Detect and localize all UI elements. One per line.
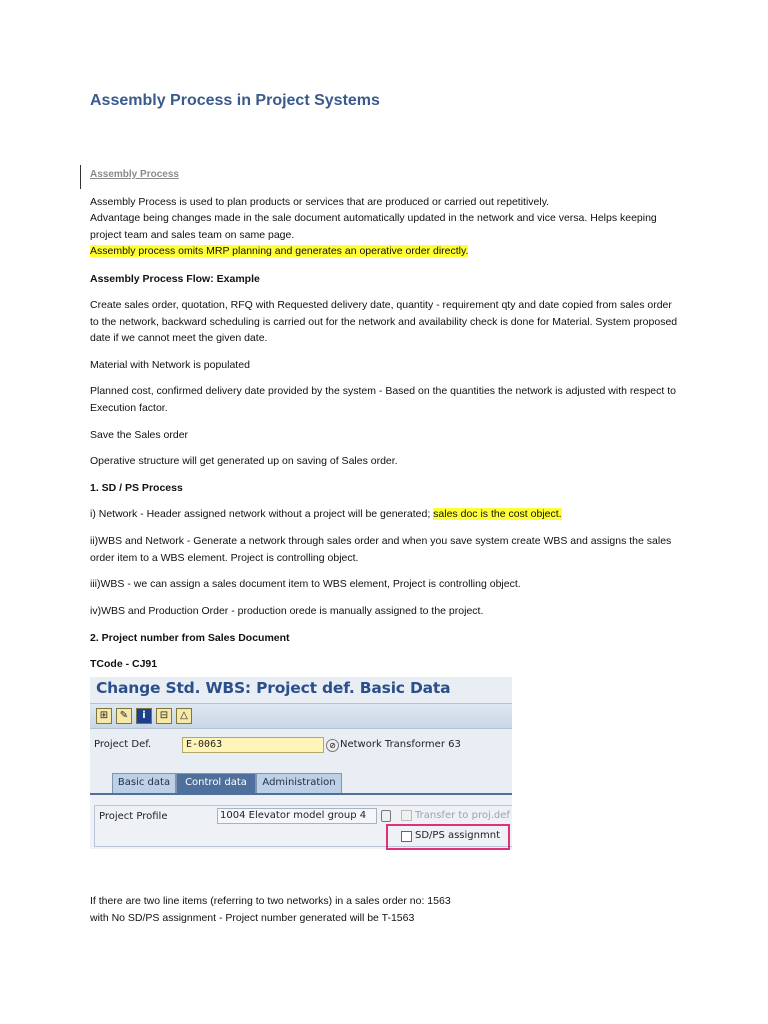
intro-highlight [90,243,680,260]
highlight-box [386,824,510,850]
edit-icon[interactable]: ✎ [116,708,132,724]
flow-heading: Assembly Process Flow: Example [90,273,260,285]
structure-icon[interactable]: ⊟ [156,708,172,724]
sdps-heading: 1. SD / PS Process [90,482,183,494]
project-def-label: Project Def. [94,739,152,750]
warning-icon[interactable]: △ [176,708,192,724]
tab-administration[interactable]: Administration [256,773,342,793]
sap-toolbar [90,703,512,729]
text-cursor [80,165,81,189]
intro-line-2: Advantage being changes made in the sale document automatically updated in the network and vice versa. Helps keeping project team and sales team on same page. [90,212,657,241]
highlighted-text: Assembly process omits MRP planning and generates an operative order directly. [90,245,469,257]
display-object-icon[interactable]: ⊘ [326,739,339,752]
profile-lock-icon [381,810,391,822]
sdps-item-3: iii)WBS - we can assign a sales document item to WBS element, Project is controlling object. [90,578,521,590]
sdps-assignment-label: SD/PS assignmnt [415,830,500,841]
flow-paragraph-4: Save the Sales order [90,429,189,441]
sdps-item-2: ii)WBS and Network - Generate a network through sales order and when you save system create WBS and assigns the sales order item to a WBS element. Project is controlling object. [90,535,672,564]
flow-paragraph-3: Planned cost, confirmed delivery date provided by the system - Based on the quantities the network is adjusted with respect to Execution factor. [90,385,676,414]
tab-control-data[interactable]: Control data [176,773,256,793]
sdps-item-1-text: i) Network - Header assigned network without a project will be generated; [90,508,434,520]
intro-line-1: Assembly Process is used to plan products or services that are produced or carried out repetitively. [90,196,550,208]
transfer-checkbox[interactable] [401,810,412,821]
footer-line-2: with No SD/PS assignment - Project number generated will be T-1563 [90,912,415,924]
sdps-item-4: iv)WBS and Production Order - production orede is manually assigned to the project. [90,605,484,617]
hierarchy-icon[interactable]: ⊞ [96,708,112,724]
project-number-heading: 2. Project number from Sales Document [90,632,290,644]
project-profile-label: Project Profile [99,811,168,822]
sdps-item-1 [90,506,680,523]
footer-line-1: If there are two line items (referring to two networks) in a sales order no: 1563 [90,895,451,907]
project-def-row [90,735,512,757]
flow-paragraph-2: Material with Network is populated [90,359,250,371]
flow-paragraph-5: Operative structure will get generated up on saving of Sales order. [90,455,398,467]
project-def-input[interactable]: E-0063 [182,737,324,753]
section-heading-link[interactable]: Assembly Process [90,169,179,180]
transfer-label: Transfer to proj.def [415,810,510,821]
tcode-label: TCode - CJ91 [90,658,158,670]
sap-screen-title: Change Std. WBS: Project def. Basic Data [96,679,451,697]
highlighted-text: sales doc is the cost object. [433,508,562,520]
sap-tab-strip [90,773,512,793]
flow-paragraph-1: Create sales order, quotation, RFQ with Requested delivery date, quantity - requirement qty and date copied from sales order to the network, backward scheduling is carried out for the network and availability check is done for Material. System proposed date if we cannot meet the given date. [90,299,678,344]
project-profile-input[interactable]: 1004 Elevator model group 4 [217,808,377,824]
project-def-description: Network Transformer 63 [340,739,461,750]
page-title: Assembly Process in Project Systems [90,92,380,109]
tab-basic-data[interactable]: Basic data [112,773,176,793]
info-icon[interactable]: i [136,708,152,724]
